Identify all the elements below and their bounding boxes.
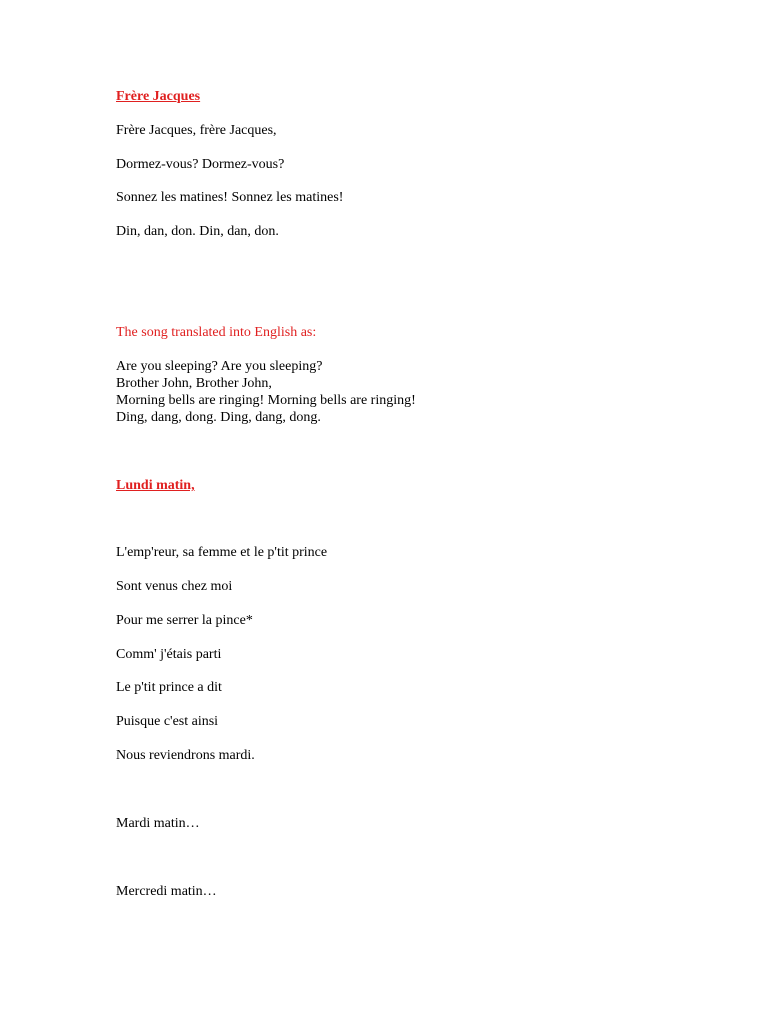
verse-line: Comm' j'étais parti — [116, 647, 222, 662]
verse-line: Puisque c'est ainsi — [116, 714, 219, 729]
continuation-line: Mercredi matin… — [116, 884, 217, 899]
verse-line: Dormez-vous? Dormez-vous? — [116, 157, 285, 172]
translation-line: Brother John, Brother John, — [116, 376, 272, 391]
verse-line: Sonnez les matines! Sonnez les matines! — [116, 190, 344, 205]
translation-line: Morning bells are ringing! Morning bells are ringing! — [116, 393, 416, 408]
verse-line: L'emp'reur, sa femme et le p'tit prince — [116, 545, 328, 560]
translation-intro: The song translated into English as: — [116, 325, 317, 340]
verse-line: Le p'tit prince a dit — [116, 680, 222, 695]
continuation-line: Mardi matin… — [116, 816, 200, 831]
verse-line: Frère Jacques, frère Jacques, — [116, 123, 277, 138]
verse-line: Nous reviendrons mardi. — [116, 748, 255, 763]
translation-line: Are you sleeping? Are you sleeping? — [116, 359, 323, 374]
song-title-frere-jacques: Frère Jacques — [116, 89, 201, 104]
verse-line: Din, dan, don. Din, dan, don. — [116, 224, 279, 239]
song-title-lundi-matin: Lundi matin, — [116, 478, 195, 493]
translation-line: Ding, dang, dong. Ding, dang, dong. — [116, 410, 321, 425]
verse-line: Pour me serrer la pince* — [116, 613, 253, 628]
verse-line: Sont venus chez moi — [116, 579, 233, 594]
